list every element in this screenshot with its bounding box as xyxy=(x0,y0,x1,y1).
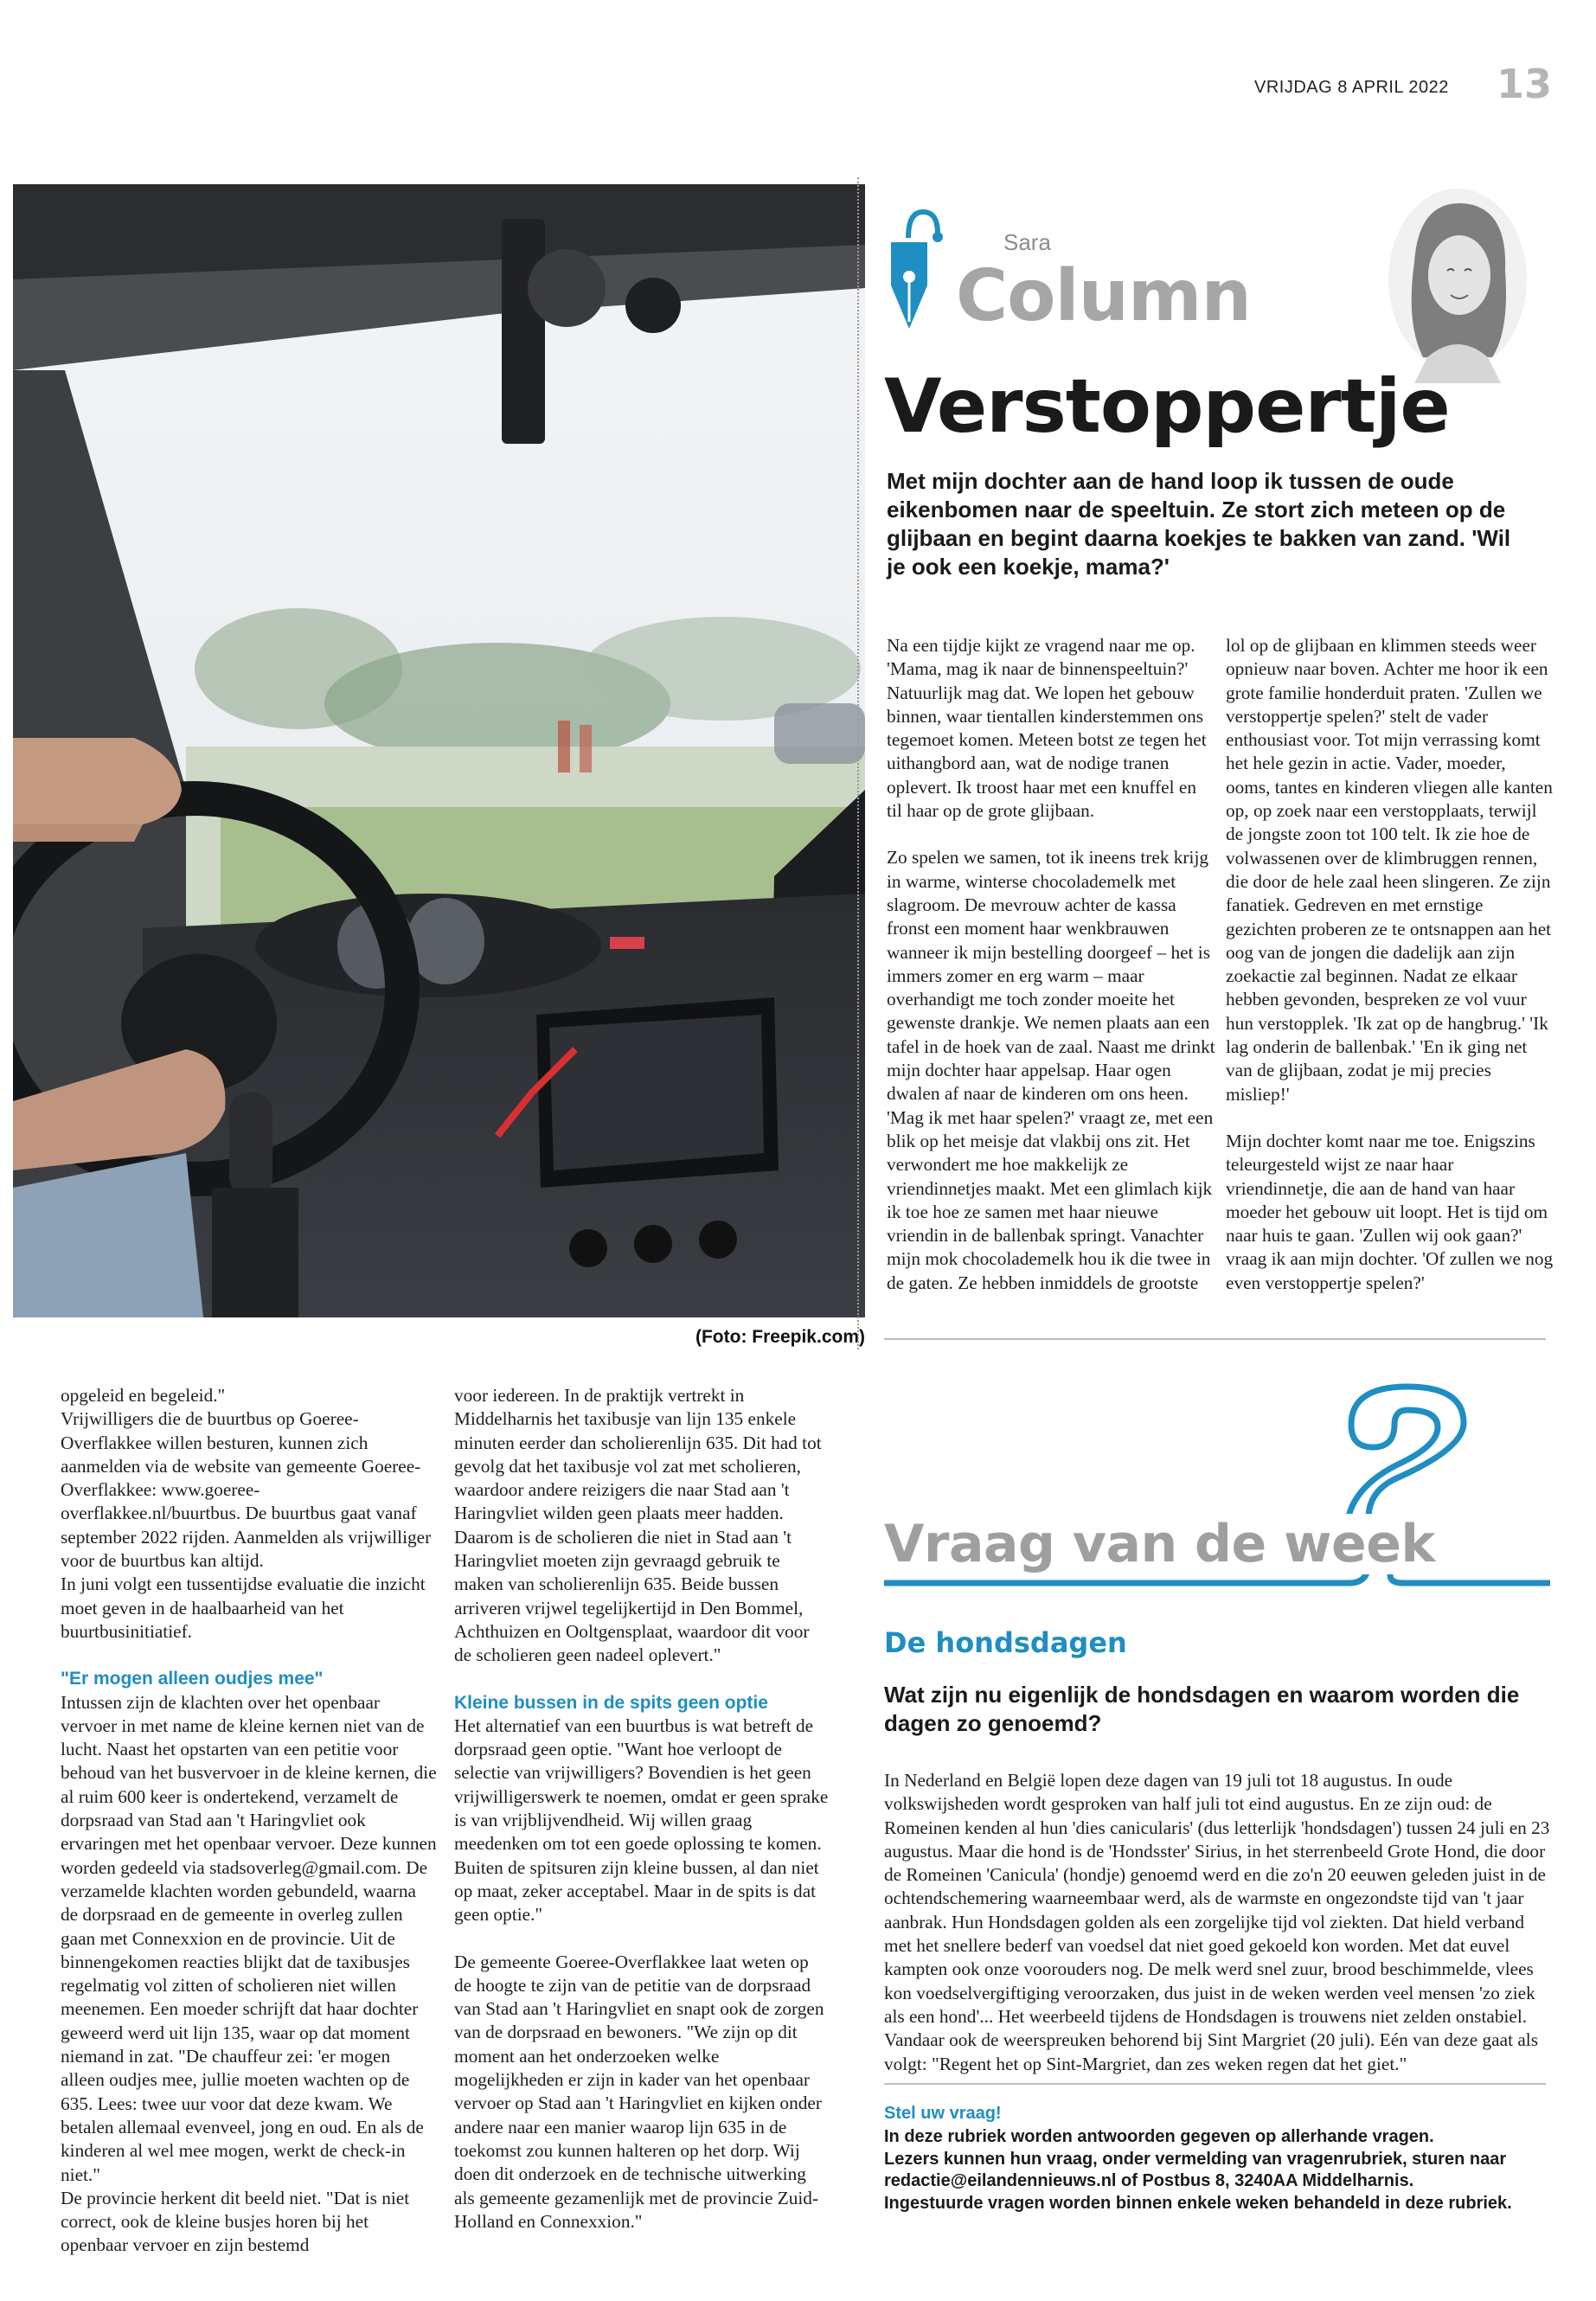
paragraph: lol op de glijbaan en klimmen steeds weer opnieuw naar boven. Achter me hoor ik een grote familie honderduit praten. 'Zullen we verstoppertje spelen?' stelt de vader enthousiast voor. Tot mijn verrassing komt het hele gezin in actie. Vader, moeder, ooms, tantes en kinderen vliegen alle kanten op, op zoek naar een verstopplaats, terwijl de jongste zoon tot 100 telt. Ik zie hoe de volwassenen over de klimbruggen rennen, die door de hele zaal heen slingeren. Ze zijn fanatiek. Gedreven en met ernstige gezichten proberen ze te ontsnappen aan het oog van de jongen die dadelijk aan zijn zoekactie zal beginnen. Nadat ze elkaar hebben gevonden, bespreken ze vol vuur hun verstopplek. 'Ik zat op de hangbrug.' 'Ik lag onderin de ballenbak.' 'En ik ging net van de glijbaan, zodat je mij precies misliep!' xyxy=(1226,635,1553,1105)
info-line: Lezers kunnen hun vraag, onder vermelding van vragenrubriek, sturen naar redactie@eilandennieuws.nl of Postbus 8, 3240AA Middelharnis. xyxy=(884,2149,1507,2190)
divider xyxy=(884,1338,1546,1340)
question-mark-icon xyxy=(884,1371,1550,1613)
paragraph: Vrijwilligers die de buurtbus op Goeree-Overflakkee willen besturen, kunnen zich aanmelden via de website van gemeente Goeree-Overflakkee: www.goeree-overflakkee.nl/buurtbus. De buurtbus gaat vanaf september 2022 rijden. Aanmelden als vrijwilliger voor de buurtbus kan altijd. xyxy=(61,1408,432,1572)
spacer xyxy=(61,1644,437,1667)
fountain-pen-icon xyxy=(884,208,945,337)
paragraph: Zo spelen we samen, tot ik ineens trek krijg in warme, winterse chocolademelk met slagroom. De mevrouw achter de kassa fronst een moment haar wenkbrauwen wanneer ik mijn bestelling doorgeef – het is immers zomer en erg warm – maar overhandigt me toch zonder moeite het gewenste drankje. We nemen plaats aan een tafel in de hoek van de zaal. Naast me drinkt mijn dochter haar appelsap. Haar ogen dwalen af naar de kinderen om ons heen. 'Mag ik met haar spelen?' vraagt ze, met een blik op het meisje dat vlakbij ons zit. Het verwondert me hoe makkelijk ze vriendinnetjes maakt. Met een glimlach kijk ik toe hoe ze samen met haar nieuwe vriendin in de ballenbak springt. Vanachter mijn mok chocolademelk hou ik die twee in de gaten. Ze hebben inmiddels de grootste xyxy=(887,847,1215,1293)
divider xyxy=(884,2083,1546,2085)
stel-uw-vraag-text xyxy=(884,2126,1550,2214)
column-divider xyxy=(857,177,859,1349)
subheading: Kleine bussen in de spits geen optie xyxy=(454,1692,768,1713)
paragraph: In juni volgt een tussentijdse evaluatie die inzicht moet geven in de haalbaarheid van het buurtbusinitiatief. xyxy=(61,1574,426,1642)
column-text-right xyxy=(1226,634,1554,1295)
page-number: 13 xyxy=(1497,61,1553,107)
article-column-2 xyxy=(454,1384,830,2234)
spacer xyxy=(454,1668,830,1691)
info-line: In deze rubriek worden antwoorden gegeven op allerhande vragen. xyxy=(884,2127,1434,2146)
stel-uw-vraag-title: Stel uw vraag! xyxy=(884,2104,1002,2123)
section-label-vraag-van-de-week: Vraag van de week xyxy=(884,1514,1442,1574)
paragraph: De provincie herkent dit beeld niet. "Dat is niet correct, ook de kleine busjes horen bij het openbaar vervoer en zijn bestemd xyxy=(61,2187,410,2256)
column-text-left xyxy=(887,634,1215,1295)
question-title: De hondsdagen xyxy=(884,1626,1127,1659)
paragraph: Na een tijdje kijkt ze vragend naar me op. 'Mama, mag ik naar de binnenspeeltuin?' Natuurlijk mag dat. We lopen het gebouw binnen, waar tientallen kinderstemmen ons tegemoet komen. Meteen botst ze tegen het uithangbord aan, wat de nodige tranen oplevert. Ik troost haar met een knuffel en til haar op de grote glijbaan. xyxy=(887,635,1207,822)
paragraph: Het alternatief van een buurtbus is wat betreft de dorpsraad geen optie. "Want hoe verloopt de selectie van vrijwilligers? Bovendien is het geen vrijwilligerswerk te noemen, omdat er geen sprake is van vrijblijvendheid. Wij willen graag meedenken om tot een goede oplossing te komen. Buiten de spitsuren zijn kleine bussen, al dan niet op maat, zeker acceptabel. Maar in de spits is dat geen optie." xyxy=(454,1715,829,1926)
subheading: "Er mogen alleen oudjes mee" xyxy=(61,1669,324,1689)
paragraph: Mijn dochter komt naar me toe. Enigszins teleurgesteld wijst ze naar haar vriendinnetje, die aan de hand van haar moeder het gebouw uit loopt. Het is tijd om naar huis te gaan. 'Zullen wij ook gaan?' vraag ik aan mijn dochter. 'Of zullen we nog even verstoppertje spelen?' xyxy=(1226,1130,1554,1293)
column-label: Column xyxy=(956,255,1251,337)
paragraph: opgeleid en begeleid." xyxy=(61,1385,226,1406)
photo-caption: (Foto: Freepik.com) xyxy=(695,1327,865,1347)
column-title: Verstoppertje xyxy=(884,363,1450,450)
question-text: Wat zijn nu eigenlijk de hondsdagen en waarom worden die dagen zo genoemd? xyxy=(884,1682,1520,1736)
paragraph: De gemeente Goeree-Overflakkee laat weten op de hoogte te zijn van de petitie van de dorpsraad van Stad aan 't Haringvliet en snapt ook de zorgen van de dorpsraad en bewoners. "We zijn op dit moment aan het onderzoeken welke mogelijkheden er zijn in kader van het openbaar vervoer op Stad aan 't Haringvliet en kijken onder andere naar een manier waarop lijn 635 in de toekomst zou kunnen halteren op het dorp. Wij doen dit onderzoek en de technische uitwerking als gemeente gezamenlijk met de provincie Zuid-Holland en Connexxion." xyxy=(454,1951,824,2232)
column-author: Sara xyxy=(1003,229,1051,255)
spacer xyxy=(454,1927,830,1951)
author-portrait xyxy=(1380,184,1535,383)
info-line: Ingestuurde vragen worden binnen enkele weken behandeld in deze rubriek. xyxy=(884,2193,1512,2213)
paragraph: voor iedereen. In de praktijk vertrekt in Middelharnis het taxibusje van lijn 135 enkele minuten eerder dan scholierenlijn 635. Dit had tot gevolg dat het taxibusje vol zat met scholieren, waardoor andere reizigers die naar Stad aan 't Haringvliet wilden geen plaats meer hadden. Daarom is de scholieren die niet in Stad aan 't Haringvliet moeten zijn gevraagd gebruik te maken van scholierenlijn 635. Beide bussen arriveren vrijwel tegelijkertijd in Den Bommel, Achthuizen en Ooltgensplaat, waardoor dit voor de scholieren geen nadeel oplevert." xyxy=(454,1385,822,1666)
photo-bus-driver xyxy=(13,184,865,1317)
answer-text: In Nederland en België lopen deze dagen van 19 juli tot 18 augustus. In oude volkswijsheden wordt gesproken van half juli tot eind augustus. En ze zijn oud: de Romeinen kenden al hun 'dies canicularis' (dus letterlijk 'hondsdagen') tussen 24 juli en 23 augustus. Maar die hond is de 'Hondsster' Sirius, in het sterrenbeeld Grote Hond, die door de Romeinen 'Canicula' (hondje) genoemd werd en die zo'n 20 eeuwen geleden juist in de ochtendschemering waarneembaar werd, als de warmste en ongezondste tijd van 't jaar aanbrak. Hun Hondsdagen golden als een zorgelijke tijd vol ziekten. Dat hield verband met het snellere bederf van voedsel dat niet goed gekoeld kon worden. Met dat euvel kampten ook onze voorouders nog. De melk werd snel zuur, brood beschimmelde, vlees kon voedselvergiftiging veroorzaken, dus juist in de weken werden veel mensen 'zo ziek als een hond'... Het weerbeeld tijdens de Hondsdagen is trouwens niet zelden onstabiel. Vandaar ook de weerspreuken behorend bij Sint Margriet (20 juli). Eén van deze gaat als volgt: "Regent het op Sint-Margriet, dan zes weken regen dat het giet." xyxy=(884,1770,1550,2074)
column-lead: Met mijn dochter aan de hand loop ik tussen de oude eikenbomen naar de speeltuin. Ze stort zich meteen op de glijbaan en begint daarna koekjes te bakken van zand. 'Wil je ook een koekje, mama?' xyxy=(887,468,1511,580)
article-column-1 xyxy=(61,1384,437,2258)
issue-date: VRIJDAG 8 APRIL 2022 xyxy=(1254,78,1449,97)
paragraph: Intussen zijn de klachten over het openbaar vervoer in met name de kleine kernen niet van de lucht. Naast het opstarten van een petitie voor behoud van het busvervoer in de kleine kernen, die al ruim 600 keer is ondertekend, verzamelt de dorpsraad van Stad aan 't Haringvliet ook ervaringen met het openbaar vervoer. Deze kunnen worden gedeeld via stadsoverleg@gmail.com. De verzamelde klachten worden gebundeld, waarna de dorpsraad en de gemeente in overleg zullen gaan met Connexxion en de provincie. Uit de binnengekomen reacties blijkt dat de taxibusjes regelmatig vol zitten of scholieren niet willen meenemen. Een moeder schrijft dat haar dochter geweerd werd uit lijn 135, waar op dat moment niemand in zat. "De chauffeur zei: 'er mogen alleen oudjes mee, jullie moeten wachten op de 635. Lees: twee uur voor dat deze kwam. We betalen allemaal evenveel, jong en oud. En als de kinderen al wel mee mogen, werkt de check-in niet." xyxy=(61,1691,437,2185)
